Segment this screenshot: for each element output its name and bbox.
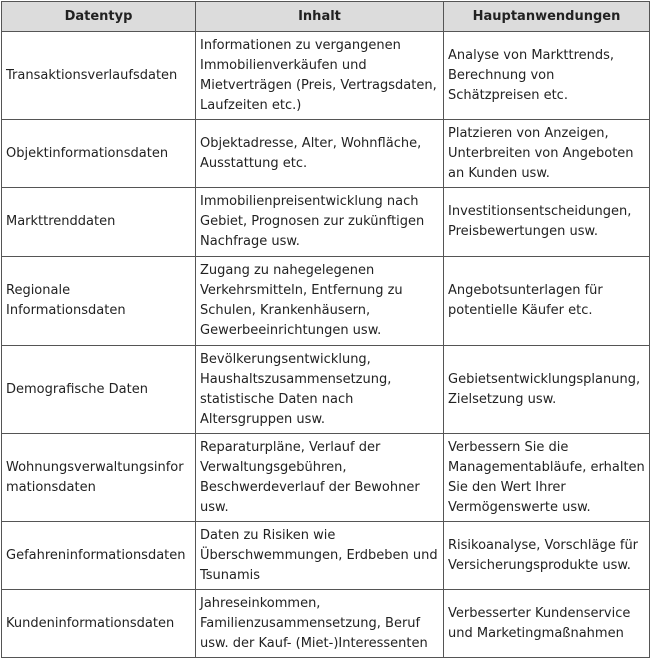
cell-type: Demografische Daten xyxy=(2,346,196,434)
cell-type: Objektinformationsdaten xyxy=(2,120,196,188)
cell-type: Transaktionsverlaufsdaten xyxy=(2,32,196,120)
header-datentyp: Datentyp xyxy=(2,2,196,32)
table-row xyxy=(2,120,650,188)
cell-type: Wohnungsverwaltungsinformationsdaten xyxy=(2,434,196,522)
table-row xyxy=(2,590,650,658)
table-row xyxy=(2,32,650,120)
header-hauptanwendungen: Hauptanwendungen xyxy=(444,2,650,32)
header-inhalt: Inhalt xyxy=(196,2,444,32)
cell-usage: Risikoanalyse, Vorschläge für Versicherungsprodukte usw. xyxy=(444,522,650,590)
cell-content: Informationen zu vergangenen Immobilienverkäufen und Mietverträgen (Preis, Vertragsdaten, Laufzeiten etc.) xyxy=(196,32,444,120)
cell-usage: Gebietsentwicklungsplanung, Zielsetzung usw. xyxy=(444,346,650,434)
data-types-table xyxy=(1,1,650,658)
cell-usage: Angebotsunterlagen für potentielle Käufer etc. xyxy=(444,257,650,346)
cell-content: Immobilienpreisentwicklung nach Gebiet, Prognosen zur zukünftigen Nachfrage usw. xyxy=(196,188,444,257)
cell-content: Bevölkerungsentwicklung, Haushaltszusammensetzung, statistische Daten nach Altersgruppen usw. xyxy=(196,346,444,434)
cell-content: Objektadresse, Alter, Wohnfläche, Ausstattung etc. xyxy=(196,120,444,188)
table-header xyxy=(2,2,650,32)
table-row xyxy=(2,434,650,522)
cell-usage: Verbesserter Kundenservice und Marketingmaßnahmen xyxy=(444,590,650,658)
header-row xyxy=(2,2,650,32)
table-row xyxy=(2,257,650,346)
cell-content: Daten zu Risiken wie Überschwemmungen, Erdbeben und Tsunamis xyxy=(196,522,444,590)
cell-usage: Analyse von Markttrends, Berechnung von Schätzpreisen etc. xyxy=(444,32,650,120)
cell-usage: Platzieren von Anzeigen, Unterbreiten von Angeboten an Kunden usw. xyxy=(444,120,650,188)
cell-type: Gefahreninformationsdaten xyxy=(2,522,196,590)
cell-usage: Verbessern Sie die Managementabläufe, erhalten Sie den Wert Ihrer Vermögenswerte usw. xyxy=(444,434,650,522)
cell-content: Reparaturpläne, Verlauf der Verwaltungsgebühren, Beschwerdeverlauf der Bewohner usw. xyxy=(196,434,444,522)
table-row xyxy=(2,346,650,434)
cell-type: Kundeninformationsdaten xyxy=(2,590,196,658)
table-body xyxy=(2,32,650,658)
table-row xyxy=(2,522,650,590)
cell-content: Jahreseinkommen, Familienzusammensetzung, Beruf usw. der Kauf- (Miet-)Interessenten xyxy=(196,590,444,658)
cell-usage: Investitionsentscheidungen, Preisbewertungen usw. xyxy=(444,188,650,257)
table-row xyxy=(2,188,650,257)
cell-type: Regionale Informationsdaten xyxy=(2,257,196,346)
cell-type: Markttrenddaten xyxy=(2,188,196,257)
cell-content: Zugang zu nahegelegenen Verkehrsmitteln, Entfernung zu Schulen, Krankenhäusern, Gewerbeeinrichtungen usw. xyxy=(196,257,444,346)
